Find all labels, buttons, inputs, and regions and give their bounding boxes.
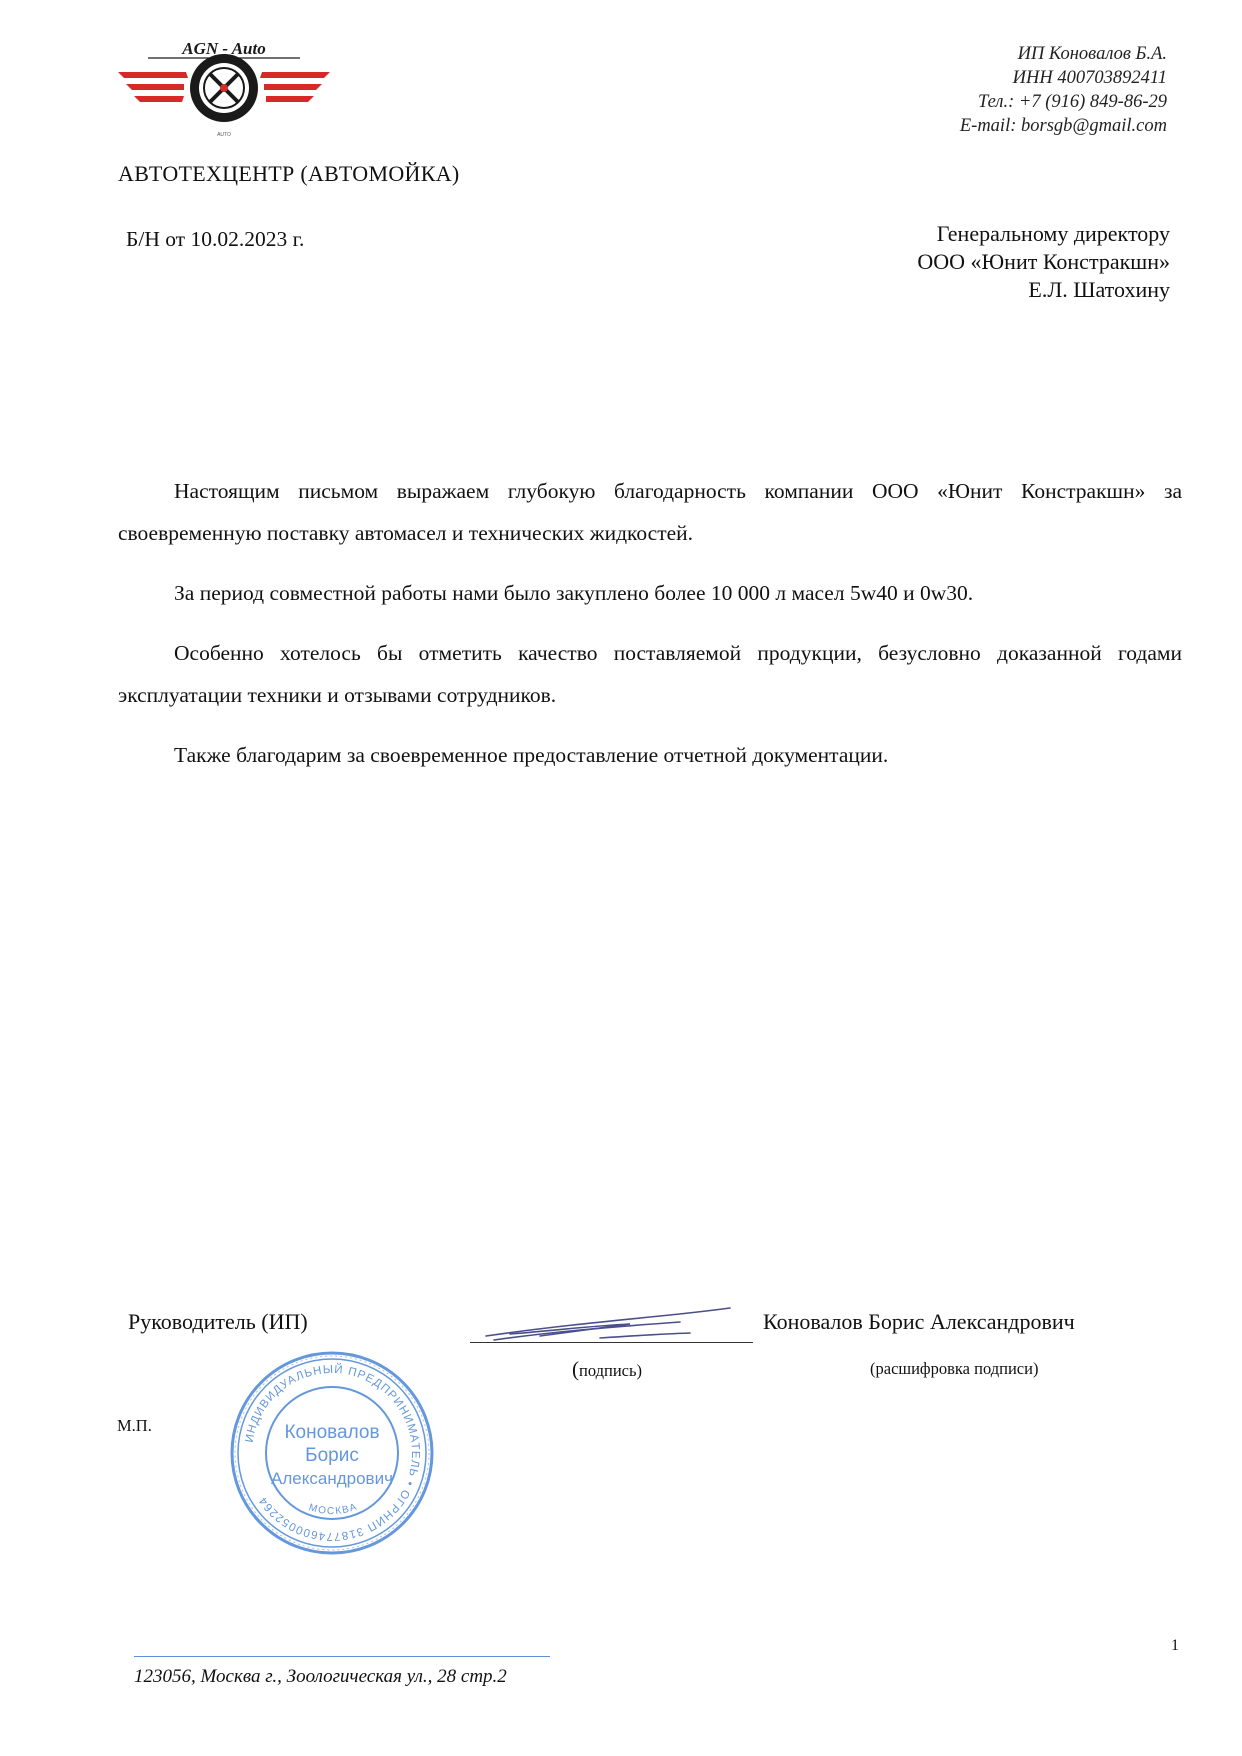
seal-place-label: М.П. (117, 1416, 152, 1435)
page-number: 1 (1171, 1637, 1179, 1654)
signer-role: Руководитель (ИП) (128, 1309, 308, 1334)
signature-caption (572, 1357, 642, 1382)
stamp-center-line-1: Коновалов (284, 1422, 380, 1443)
stamp-bottom-text: МОСКВА (307, 1501, 360, 1518)
logo-text: AGN - Auto (182, 40, 266, 58)
body-paragraph-3: Особенно хотелось бы отметить качество поставляемой продукции, безусловно доказанной годами эксплуатации техники и отзывами сотрудников. (118, 641, 1182, 707)
logo-graphic (118, 40, 330, 148)
sender-email: E-mail: borsgb@gmail.com (959, 116, 1167, 136)
addressee-name: Е.Л. Шатохину (1028, 277, 1170, 302)
signature-decode-caption: (расшифровка подписи) (870, 1359, 1039, 1378)
svg-text:AUTO: AUTO (217, 132, 231, 138)
body-paragraph-2: За период совместной работы нами было закуплено более 10 000 л масел 5w40 и 0w30. (174, 581, 974, 605)
footer-divider (134, 1656, 550, 1657)
addressee-company: ООО «Юнит Констракшн» (917, 249, 1170, 274)
stamp-center-line-3: Александрович (271, 1469, 393, 1488)
sender-inn: ИНН 400703892411 (1012, 68, 1167, 88)
sender-block (960, 42, 1167, 138)
company-stamp (227, 1348, 437, 1558)
handwritten-signature (480, 1300, 740, 1348)
signature-line (470, 1342, 753, 1343)
sender-phone: Тел.: +7 (916) 849-86-29 (978, 92, 1167, 112)
company-heading: АВТОТЕХЦЕНТР (АВТОМОЙКА) (118, 161, 460, 186)
stamp-center-line-2: Борис (305, 1445, 359, 1466)
signature-caption-paren: ( (572, 1357, 579, 1381)
addressee-position: Генеральному директору (936, 221, 1170, 246)
sender-name: ИП Коновалов Б.А. (1017, 44, 1167, 64)
addressee-block (917, 220, 1170, 304)
signature-caption-text: подпись) (579, 1361, 643, 1380)
body-paragraph-4: Также благодарим за своевременное предоставление отчетной документации. (174, 743, 889, 767)
letter-body (118, 470, 1182, 794)
stamp-outer-text: ИНДИВИДУАЛЬНЫЙ ПРЕДПРИНИМАТЕЛЬ • ОГРНИП 318774600052264 (243, 1363, 422, 1543)
document-reference: Б/Н от 10.02.2023 г. (126, 227, 305, 251)
signer-name: Коновалов Борис Александрович (763, 1309, 1075, 1334)
footer-address: 123056, Москва г., Зоологическая ул., 28 стр.2 (134, 1666, 507, 1687)
company-logo (118, 40, 330, 148)
body-paragraph-1: Настоящим письмом выражаем глубокую благодарность компании ООО «Юнит Констракшн» за своевременную поставку автомасел и технических жидкостей. (118, 479, 1182, 545)
